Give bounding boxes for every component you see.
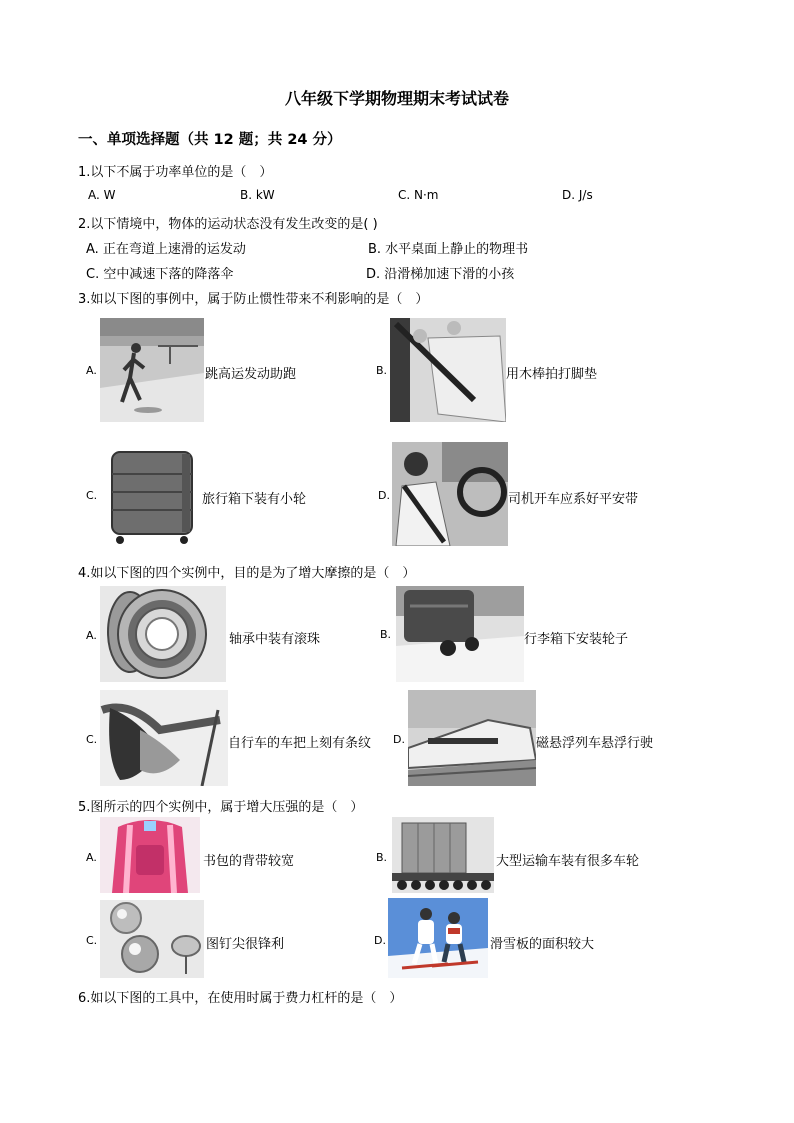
q1-option-c[interactable]: C. N·m [398,188,439,202]
q2-option-b[interactable]: B. 水平桌面上静止的物理书 [368,242,529,257]
q3-letter-a: A. [86,364,97,377]
q3-letter-c: C. [86,489,98,502]
question-5-stem: 5.图所示的四个实例中，属于增大压强的是（ ） [78,800,364,815]
q3-letter-d: D. [378,489,390,502]
q3-caption-c: 旅行箱下装有小轮 [202,492,307,507]
q3-caption-d: 司机开车应系好平安带 [508,492,639,507]
q5-letter-b: B. [376,851,388,864]
bike-handlebar-photo [100,690,228,786]
q5-caption-a: 书包的背带较宽 [203,854,295,869]
q5-letter-c: C. [86,934,98,947]
q2-option-d[interactable]: D. 沿滑梯加速下滑的小孩 [366,267,515,282]
question-3-stem: 3.如以下图的事例中，属于防止惯性带来不利影响的是（ ） [78,292,429,307]
question-4-stem: 4.如以下图的四个实例中，目的是为了增大摩擦的是（ ） [78,566,416,581]
q4-letter-a: A. [86,629,97,642]
backpack-photo [100,817,200,893]
q3-caption-a: 跳高运发动助跑 [205,367,297,382]
q2-option-c[interactable]: C. 空中减速下落的降落伞 [86,267,234,282]
q5-letter-a: A. [86,851,97,864]
q4-letter-c: C. [86,733,98,746]
q5-caption-b: 大型运输车装有很多车轮 [496,854,640,869]
q5-caption-d: 滑雪板的面积较大 [490,937,595,952]
q5-letter-d: D. [374,934,386,947]
suitcase-photo [104,446,200,546]
q2-option-a[interactable]: A. 正在弯道上速滑的运发动 [86,242,246,257]
q4-letter-d: D. [393,733,405,746]
q4-caption-d: 磁悬浮列车悬浮行驶 [536,736,654,751]
question-2-stem: 2.以下情境中，物体的运动状态没有发生改变的是( ) [78,217,378,232]
q1-option-a[interactable]: A. W [88,188,116,202]
maglev-train-photo [408,690,536,786]
skiers-photo [388,898,488,978]
ball-bearing-photo [100,586,226,682]
q4-caption-c: 自行车的车把上刻有条纹 [228,736,372,751]
driver-seatbelt-photo [392,442,508,546]
q4-caption-a: 轴承中装有滚珠 [229,632,321,647]
question-6-stem: 6.如以下图的工具中，在使用时属于费力杠杆的是（ ） [78,991,403,1006]
beating-mat-photo [390,318,506,422]
q5-caption-c: 图钉尖很锋利 [206,937,285,952]
q4-letter-b: B. [380,628,392,641]
q1-option-b[interactable]: B. kW [240,188,275,202]
q1-option-d[interactable]: D. J/s [562,188,593,202]
q3-caption-b: 用木棒拍打脚垫 [506,367,598,382]
q4-caption-b: 行李箱下安装轮子 [524,632,629,647]
q3-letter-b: B. [376,364,388,377]
question-1-stem: 1.以下不属于功率单位的是（ ） [78,165,273,180]
section-heading: 一、单项选择题（共 12 题；共 24 分） [78,132,342,148]
high-jump-photo [100,318,204,422]
thumbtacks-photo [100,900,204,978]
transport-truck-photo [392,817,494,893]
luggage-wheels-photo [396,586,524,682]
page-title: 八年级下学期物理期末考试试卷 [284,89,509,108]
